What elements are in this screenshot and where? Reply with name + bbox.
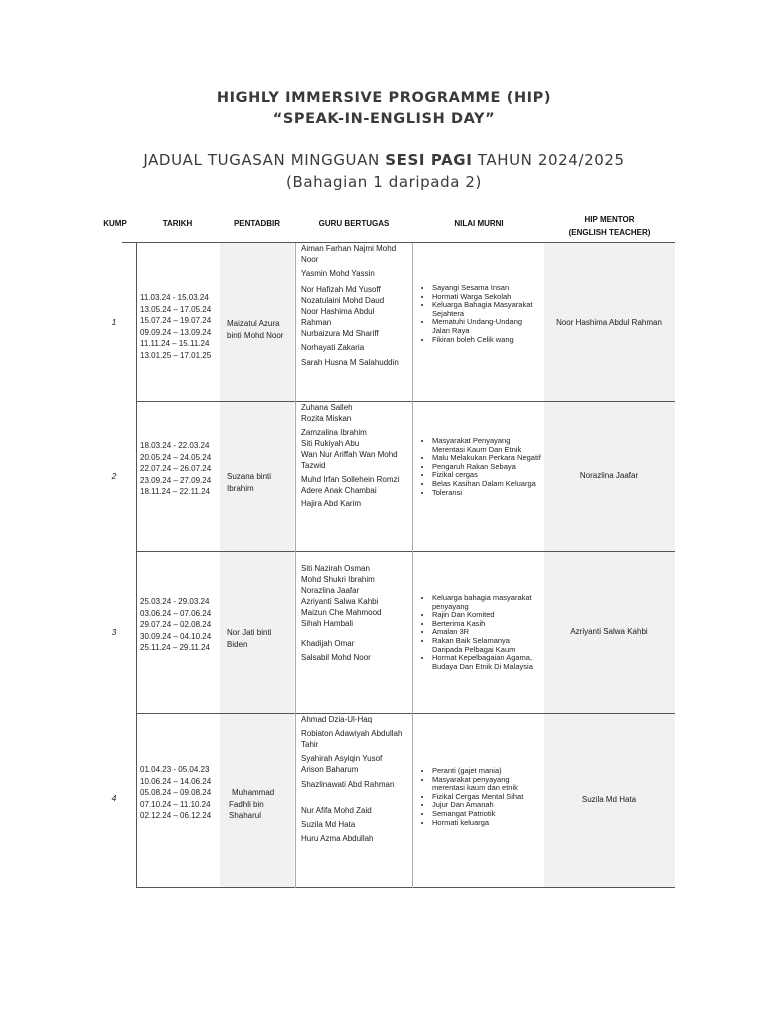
row1-nilai-item: • Sayangi Sesama Insan xyxy=(432,284,542,293)
row1-date: 13.05.24 – 17.05.24 xyxy=(140,304,212,314)
row3-date: 25.03.24 - 29.03.24 xyxy=(140,597,210,606)
row2-nilai-item: • Toleransi xyxy=(432,489,542,498)
row4-date: 07.10.24 – 11.10.24 xyxy=(140,799,211,809)
row1-date: 09.09.24 – 13.09.24 xyxy=(140,327,212,337)
row2-guru-name: Zamzalina Ibrahim xyxy=(301,428,367,438)
row4-pentadbir xyxy=(227,787,274,822)
row4-nilai-item: • Hormati keluarga xyxy=(432,819,542,828)
row2-pentadbir xyxy=(227,471,271,494)
row4-tarikh xyxy=(140,764,211,822)
row1-guru-name: Noor Hashima Abdul xyxy=(301,307,375,317)
document-subtitle-line2: (Bahagian 1 daripada 2) xyxy=(286,173,482,191)
row3-nilai-item: • Hormat Kepelbagaian Agama, Budaya Dan Etnik Di Malaysia xyxy=(432,654,542,671)
row2-date: 20.05.24 – 24.05.24 xyxy=(140,452,212,462)
row4-pentadbir-line: Muhammad xyxy=(232,788,275,797)
row1-nilai-item: • Mematuhi Undang-Undang Jalan Raya xyxy=(432,318,542,335)
row1-pentadbir-line: Maizatul Azura xyxy=(227,319,280,328)
row2-guru xyxy=(301,402,399,513)
row3-nilai-item: • Berterima Kasih xyxy=(432,620,542,629)
row3-guru-name: Salsabil Mohd Noor xyxy=(301,653,371,663)
row2-date: 22.07.24 – 26.07.24 xyxy=(140,464,212,473)
row1-nilai-item: • Hormati Warga Sekolah xyxy=(432,293,542,302)
row4-date: 10.06.24 – 14.06.24 xyxy=(140,776,212,786)
row2-nilai-item: • Fizikal cergas xyxy=(432,471,542,480)
row3-guru-name: Maizun Che Mahmood xyxy=(301,608,382,617)
row2-nilai-item: • Masyarakat Penyayang Merentasi Kaum Dan Etnik xyxy=(432,437,542,454)
row4-nilai xyxy=(420,767,542,827)
row2-mentor: Norazlina Jaafar xyxy=(579,471,639,480)
row2-nilai xyxy=(420,437,542,497)
row3-nilai-item: • Rakan Baik Selamanya Daripada Pelbagai Kaum xyxy=(432,637,542,654)
row4-date: 02.12.24 – 06.12.24 xyxy=(140,811,212,820)
row3-nilai-item: • Amalan 3R xyxy=(432,628,542,637)
header-mentor xyxy=(547,213,672,239)
header-mentor-line1: HIP MENTOR xyxy=(584,215,635,224)
row3-pentadbir xyxy=(227,627,271,650)
row4-nilai-item: • Semangat Patriotik xyxy=(432,810,542,819)
row4-nilai-item: • Peranti (gajet mania) xyxy=(432,767,542,776)
row1-tarikh xyxy=(140,292,211,361)
row2-guru-name: Rozita Miskan xyxy=(301,414,352,423)
row3-guru-name: Mohd Shukri Ibrahim xyxy=(301,575,375,584)
row4-guru xyxy=(301,714,402,847)
header-kump: KUMP xyxy=(103,219,127,228)
row2-nilai-item: • Belas Kasihan Dalam Keluarga xyxy=(432,480,542,489)
row1-mentor: Noor Hashima Abdul Rahman xyxy=(556,318,662,327)
row1-guru-name: Noor xyxy=(301,255,319,264)
row1-date: 15.07.24 – 19.07.24 xyxy=(140,316,212,325)
row1-guru-name: Nozatulaini Mohd Daud xyxy=(301,296,385,306)
row1-guru-name: Sarah Husna M Salahuddin xyxy=(301,357,399,367)
row3-guru xyxy=(301,563,381,666)
subtitle-post: TAHUN 2024/2025 xyxy=(472,151,625,169)
header-mentor-line2: (ENGLISH TEACHER) xyxy=(568,228,651,237)
row2-nilai-item: • Pengaruh Rakan Sebaya xyxy=(432,463,542,472)
row1-date: 11.11.24 – 15.11.24 xyxy=(140,339,210,348)
row3-tarikh xyxy=(140,596,211,654)
row4-mentor: Suzila Md Hata xyxy=(581,795,637,804)
row2-pentadbir-line: Ibrahim xyxy=(227,483,254,493)
header-nilai: NILAI MURNI xyxy=(454,219,504,228)
row2-date: 18.11.24 – 22.11.24 xyxy=(140,487,210,496)
row3-date: 25.11.24 – 29.11.24 xyxy=(140,643,210,652)
row3-guru-name: Siti Nazirah Osman xyxy=(301,564,370,573)
row3-nilai-item: • Keluarga bahagia masyarakat penyayang xyxy=(432,594,542,611)
row2-guru-name: Tazwid xyxy=(301,461,326,471)
row4-kump: 4 xyxy=(111,793,117,803)
row4-guru-name: Ahmad Dzia-Ul-Haq xyxy=(301,715,373,724)
row3-kump: 3 xyxy=(111,627,117,637)
row1-pentadbir-line: binti Mohd Noor xyxy=(227,330,284,340)
row1-guru-name: Aiman Farhan Najmi Mohd xyxy=(301,244,397,253)
row2-guru-name: Wan Nur Ariffah Wan Mohd xyxy=(301,450,398,460)
row2-guru-name: Hajira Abd Karim xyxy=(301,499,362,509)
row4-guru-name: Shazlinawati Abd Rahman xyxy=(301,779,395,789)
subtitle-pre: JADUAL TUGASAN MINGGUAN xyxy=(143,151,386,169)
row4-guru-name: Tahir xyxy=(301,740,319,750)
header-tarikh: TARIKH xyxy=(162,219,193,228)
row2-guru-name: Zuhana Salleh xyxy=(301,403,353,412)
row4-pentadbir-line: Fadhli bin xyxy=(229,799,264,809)
row1-nilai-item: • Keluarga Bahagia Masyarakat Sejahtera xyxy=(432,301,542,318)
row4-nilai-item: • Fizikal Cergas Mental Sihat xyxy=(432,793,542,802)
row4-guru-name: Huru Azma Abdullah xyxy=(301,833,374,843)
row1-nilai-item: • Fikiran boleh Celik wang xyxy=(432,336,542,345)
row2-tarikh xyxy=(140,440,211,498)
row3-pentadbir-line: Nor Jati binti xyxy=(227,628,272,637)
row2-date: 18.03.24 - 22.03.24 xyxy=(140,441,210,450)
row2-guru-name: Adere Anak Chambai xyxy=(301,486,377,496)
document-subtitle xyxy=(0,151,768,169)
row1-date: 13.01.25 – 17.01.25 xyxy=(140,350,212,360)
row1-guru-name: Nor Hafizah Md Yusoff xyxy=(301,285,381,295)
row2-nilai-item: • Malu Melakukan Perkara Negatif xyxy=(432,454,542,463)
row4-nilai-item: • Jujur Dan Amanah xyxy=(432,801,542,810)
row4-date: 01.04.23 - 05.04.23 xyxy=(140,765,210,774)
row1-guru-name: Norhayati Zakaria xyxy=(301,343,365,353)
header-pentadbir: PENTADBIR xyxy=(233,219,281,228)
row2-kump: 2 xyxy=(111,471,117,481)
row3-date: 30.09.24 – 04.10.24 xyxy=(140,631,212,641)
row3-date: 03.06.24 – 07.06.24 xyxy=(140,608,212,618)
row3-guru-name: Khadijah Omar xyxy=(301,639,355,648)
header-guru: GURU BERTUGAS xyxy=(318,219,390,228)
row2-guru-name: Muhd Irfan Sollehein Romzi xyxy=(301,475,400,485)
row4-guru-name: Robiaton Adawiyah Abdullah xyxy=(301,729,403,739)
row4-guru-name: Suzila Md Hata xyxy=(301,819,356,829)
row4-guru-name: Nur Afifa Mohd Zaid xyxy=(301,805,372,815)
row2-date: 23.09.24 – 27.09.24 xyxy=(140,475,212,485)
row3-guru-name: Sihah Hambali xyxy=(301,619,354,628)
row1-date: 11.03.24 - 15.03.24 xyxy=(140,293,209,302)
row1-guru-name: Rahman xyxy=(301,318,332,328)
row4-date: 05.08.24 – 09.08.24 xyxy=(140,788,212,797)
row1-pentadbir xyxy=(227,318,283,341)
row1-guru-name: Yasmin Mohd Yassin xyxy=(301,269,375,279)
row4-guru-name: Syahirah Asyiqin Yusof xyxy=(301,754,383,764)
row1-guru-name: Nurbaizura Md Shariff xyxy=(301,329,379,339)
row3-guru-name: Azriyanti Salwa Kahbi xyxy=(301,597,379,606)
row3-date: 29.07.24 – 02.08.24 xyxy=(140,620,212,629)
row3-nilai-item: • Rajin Dan Komited xyxy=(432,611,542,620)
row3-pentadbir-line: Biden xyxy=(227,639,248,649)
row3-guru-name: Norazlina Jaafar xyxy=(301,586,360,595)
row2-pentadbir-line: Suzana binti xyxy=(227,472,272,481)
document-title: HIGHLY IMMERSIVE PROGRAMME (HIP) xyxy=(216,90,552,106)
row4-nilai-item: • Masyarakat penyayang merentasi kaum dan etnik xyxy=(432,776,542,793)
row1-nilai xyxy=(420,284,542,344)
row3-nilai xyxy=(420,594,542,671)
document-title-line2: “SPEAK-IN-ENGLISH DAY” xyxy=(272,111,496,127)
row4-pentadbir-line: Shaharul xyxy=(229,811,262,820)
row2-guru-name: Siti Rukiyah Abu xyxy=(301,439,360,449)
row1-guru xyxy=(301,243,399,371)
row1-kump: 1 xyxy=(111,317,117,327)
row4-guru-name: Arison Baharum xyxy=(301,765,359,775)
row3-mentor: Azriyanti Salwa Kahbi xyxy=(570,627,648,636)
subtitle-bold: SESI PAGI xyxy=(385,151,473,169)
